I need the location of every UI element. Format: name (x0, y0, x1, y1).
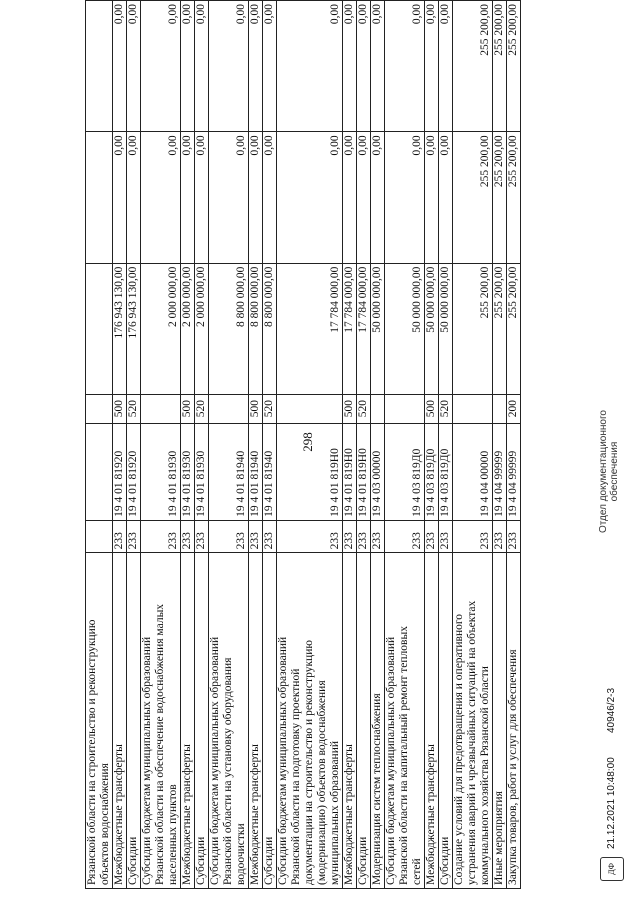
row-name-cell: Субсидии (195, 553, 209, 889)
vr-code-cell: 500 (425, 394, 439, 423)
row-name-cell: Иные мероприятия (493, 553, 507, 889)
sum-2023-cell: 0,00 (343, 132, 357, 263)
vr-code-cell (277, 394, 343, 423)
row-name-cell: Субсидии (127, 553, 141, 889)
ved-code-cell: 233 (209, 520, 249, 552)
vr-code-cell: 520 (127, 394, 141, 423)
sum-2024-cell: 255 200,00 (453, 1, 493, 132)
sum-2024-cell: 0,00 (439, 1, 453, 132)
sum-2023-cell: 0,00 (113, 132, 127, 263)
row-name-cell: Создание условий для предотвращения и оперативного устранения аварий и чрезвычайных ситуаций на объектах коммунального хозяйства Рязанской области (453, 553, 493, 889)
row-name-cell: Модернизация систем теплоснабжения (371, 553, 385, 889)
sum-2024-cell: 255 200,00 (493, 1, 507, 132)
row-name-cell: Межбюджетные трансферты (181, 553, 195, 889)
table-row (277, 1, 343, 889)
ved-code-cell: 233 (371, 520, 385, 552)
sum-2023-cell: 0,00 (425, 132, 439, 263)
sum-2023-cell: 0,00 (439, 132, 453, 263)
vr-code-cell: 500 (113, 394, 127, 423)
vr-code-cell: 200 (507, 394, 521, 423)
sum-2023-cell: 0,00 (277, 132, 343, 263)
row-name-cell: Субсидии бюджетам муниципальных образований Рязанской области на подготовку проектной документации на строительство и реконструкцию (модернизацию) объектов водоснабжения муниципальных образований (277, 553, 343, 889)
ved-code-cell: 233 (453, 520, 493, 552)
sum-2023-cell: 255 200,00 (507, 132, 521, 263)
sum-2022-cell: 50 000 000,00 (425, 263, 439, 394)
sum-2023-cell: 0,00 (385, 132, 425, 263)
ved-code-cell: 233 (385, 520, 425, 552)
logo-stamp: ДФ (600, 857, 624, 881)
sum-2023-cell: 0,00 (195, 132, 209, 263)
ved-code-cell: 233 (439, 520, 453, 552)
sum-2024-cell: 0,00 (249, 1, 263, 132)
sum-2022-cell: 2 000 000,00 (141, 263, 181, 394)
table-row (181, 1, 195, 889)
row-name-cell: Межбюджетные трансферты (249, 553, 263, 889)
sum-2023-cell: 0,00 (141, 132, 181, 263)
table-row (385, 1, 425, 889)
sum-2022-cell: 8 800 000,00 (263, 263, 277, 394)
vr-code-cell: 500 (249, 394, 263, 423)
row-name-cell: Субсидии бюджетам муниципальных образований Рязанской области на капитальный ремонт тепловых сетей (385, 553, 425, 889)
csr-code-cell: 19 4 01 81930 (195, 423, 209, 520)
csr-code-cell: 19 4 04 99999 (507, 423, 521, 520)
table-row (141, 1, 181, 889)
sum-2024-cell: 0,00 (181, 1, 195, 132)
sum-2023-cell: 0,00 (357, 132, 371, 263)
vr-code-cell (86, 394, 113, 423)
csr-code-cell: 19 4 01 819Н0 (357, 423, 371, 520)
row-name-cell: Субсидии бюджетам муниципальных образований Рязанской области на обеспечение водоснабжения малых населенных пунктов (141, 553, 181, 889)
table-row (371, 1, 385, 889)
sum-2022-cell: 17 784 000,00 (343, 263, 357, 394)
csr-code-cell: 19 4 03 819Д0 (385, 423, 425, 520)
sum-2024-cell (86, 1, 113, 132)
sum-2024-cell: 0,00 (127, 1, 141, 132)
ved-code-cell: 233 (263, 520, 277, 552)
sum-2022-cell: 50 000 000,00 (385, 263, 425, 394)
ved-code-cell: 233 (507, 520, 521, 552)
ved-code-cell: 233 (141, 520, 181, 552)
sum-2023-cell: 0,00 (127, 132, 141, 263)
sum-2023-cell: 0,00 (371, 132, 385, 263)
ved-code-cell: 233 (113, 520, 127, 552)
sum-2022-cell: 176 943 130,00 (113, 263, 127, 394)
vr-code-cell (141, 394, 181, 423)
sum-2024-cell: 0,00 (113, 1, 127, 132)
ved-code-cell: 233 (195, 520, 209, 552)
sum-2023-cell: 0,00 (209, 132, 249, 263)
table-row (86, 1, 113, 889)
table-row (195, 1, 209, 889)
vr-code-cell: 500 (343, 394, 357, 423)
sum-2022-cell: 255 200,00 (507, 263, 521, 394)
ved-code-cell: 233 (425, 520, 439, 552)
row-name-cell: Рязанской области на строительство и реконструкцию объектов водоснабжения (86, 553, 113, 889)
table-row (357, 1, 371, 889)
vr-code-cell: 520 (357, 394, 371, 423)
sum-2024-cell: 0,00 (425, 1, 439, 132)
row-name-cell: Межбюджетные трансферты (343, 553, 357, 889)
csr-code-cell (86, 423, 113, 520)
table-row (113, 1, 127, 889)
sum-2024-cell: 0,00 (195, 1, 209, 132)
ved-code-cell: 233 (277, 520, 343, 552)
sum-2022-cell: 176 943 130,00 (127, 263, 141, 394)
sum-2023-cell (86, 132, 113, 263)
sum-2024-cell: 0,00 (277, 1, 343, 132)
sum-2024-cell: 255 200,00 (507, 1, 521, 132)
sum-2022-cell: 8 800 000,00 (249, 263, 263, 394)
csr-code-cell: 19 4 01 81940 (249, 423, 263, 520)
sum-2022-cell: 255 200,00 (453, 263, 493, 394)
csr-code-cell: 19 4 01 81920 (113, 423, 127, 520)
page-number: 298 (300, 432, 315, 452)
vr-code-cell (209, 394, 249, 423)
print-date: 21.12.2021 10:48:00 (606, 757, 617, 849)
sum-2023-cell: 0,00 (181, 132, 195, 263)
sum-2023-cell: 255 200,00 (453, 132, 493, 263)
table-row (343, 1, 357, 889)
csr-code-cell: 19 4 01 819Н0 (343, 423, 357, 520)
vr-code-cell (385, 394, 425, 423)
row-name-cell: Закупка товаров, работ и услуг для обеспечения (507, 553, 521, 889)
sum-2022-cell: 50 000 000,00 (439, 263, 453, 394)
department-stamp: Отдел документационного обеспечения (598, 410, 620, 533)
ved-code-cell: 233 (343, 520, 357, 552)
row-name-cell: Субсидии (357, 553, 371, 889)
csr-code-cell: 19 4 04 99999 (493, 423, 507, 520)
ved-code-cell: 233 (493, 520, 507, 552)
budget-table (85, 0, 521, 889)
vr-code-cell (453, 394, 493, 423)
csr-code-cell: 19 4 03 819Д0 (425, 423, 439, 520)
sum-2024-cell: 0,00 (371, 1, 385, 132)
csr-code-cell: 19 4 01 81930 (141, 423, 181, 520)
table-row (209, 1, 249, 889)
vr-code-cell: 520 (195, 394, 209, 423)
ved-code-cell: 233 (249, 520, 263, 552)
sum-2023-cell: 0,00 (249, 132, 263, 263)
table-row (425, 1, 439, 889)
table-row (127, 1, 141, 889)
row-name-cell: Субсидии бюджетам муниципальных образований Рязанской области на установку оборудования водоочистки (209, 553, 249, 889)
csr-code-cell: 19 4 01 819Н0 (277, 423, 343, 520)
sum-2023-cell: 0,00 (263, 132, 277, 263)
sum-2024-cell: 0,00 (263, 1, 277, 132)
csr-code-cell: 19 4 01 81920 (127, 423, 141, 520)
ved-code-cell (86, 520, 113, 552)
budget-table-body (86, 1, 521, 889)
ved-code-cell: 233 (181, 520, 195, 552)
table-row (507, 1, 521, 889)
csr-code-cell: 19 4 04 00000 (453, 423, 493, 520)
sum-2024-cell: 0,00 (209, 1, 249, 132)
csr-code-cell: 19 4 03 00000 (371, 423, 385, 520)
sum-2023-cell: 255 200,00 (493, 132, 507, 263)
row-name-cell: Межбюджетные трансферты (113, 553, 127, 889)
vr-code-cell: 520 (263, 394, 277, 423)
csr-code-cell: 19 4 01 81940 (209, 423, 249, 520)
ved-code-cell: 233 (127, 520, 141, 552)
table-row (493, 1, 507, 889)
vr-code-cell: 500 (181, 394, 195, 423)
vr-code-cell (493, 394, 507, 423)
sum-2022-cell: 2 000 000,00 (181, 263, 195, 394)
sum-2024-cell: 0,00 (357, 1, 371, 132)
ved-code-cell: 233 (357, 520, 371, 552)
row-name-cell: Межбюджетные трансферты (425, 553, 439, 889)
row-name-cell: Субсидии (263, 553, 277, 889)
sum-2022-cell: 50 000 000,00 (371, 263, 385, 394)
sum-2022-cell: 17 784 000,00 (277, 263, 343, 394)
table-row (453, 1, 493, 889)
csr-code-cell: 19 4 01 81930 (181, 423, 195, 520)
sum-2022-cell: 2 000 000,00 (195, 263, 209, 394)
table-row (249, 1, 263, 889)
sum-2024-cell: 0,00 (343, 1, 357, 132)
vr-code-cell (371, 394, 385, 423)
row-name-cell: Субсидии (439, 553, 453, 889)
document-code: 40946/2-3 (606, 687, 617, 733)
sum-2024-cell: 0,00 (385, 1, 425, 132)
sum-2022-cell: 255 200,00 (493, 263, 507, 394)
vr-code-cell: 520 (439, 394, 453, 423)
sum-2022-cell: 8 800 000,00 (209, 263, 249, 394)
sum-2024-cell: 0,00 (141, 1, 181, 132)
csr-code-cell: 19 4 03 819Д0 (439, 423, 453, 520)
table-row (439, 1, 453, 889)
sum-2022-cell (86, 263, 113, 394)
table-row (263, 1, 277, 889)
csr-code-cell: 19 4 01 81940 (263, 423, 277, 520)
sum-2022-cell: 17 784 000,00 (357, 263, 371, 394)
